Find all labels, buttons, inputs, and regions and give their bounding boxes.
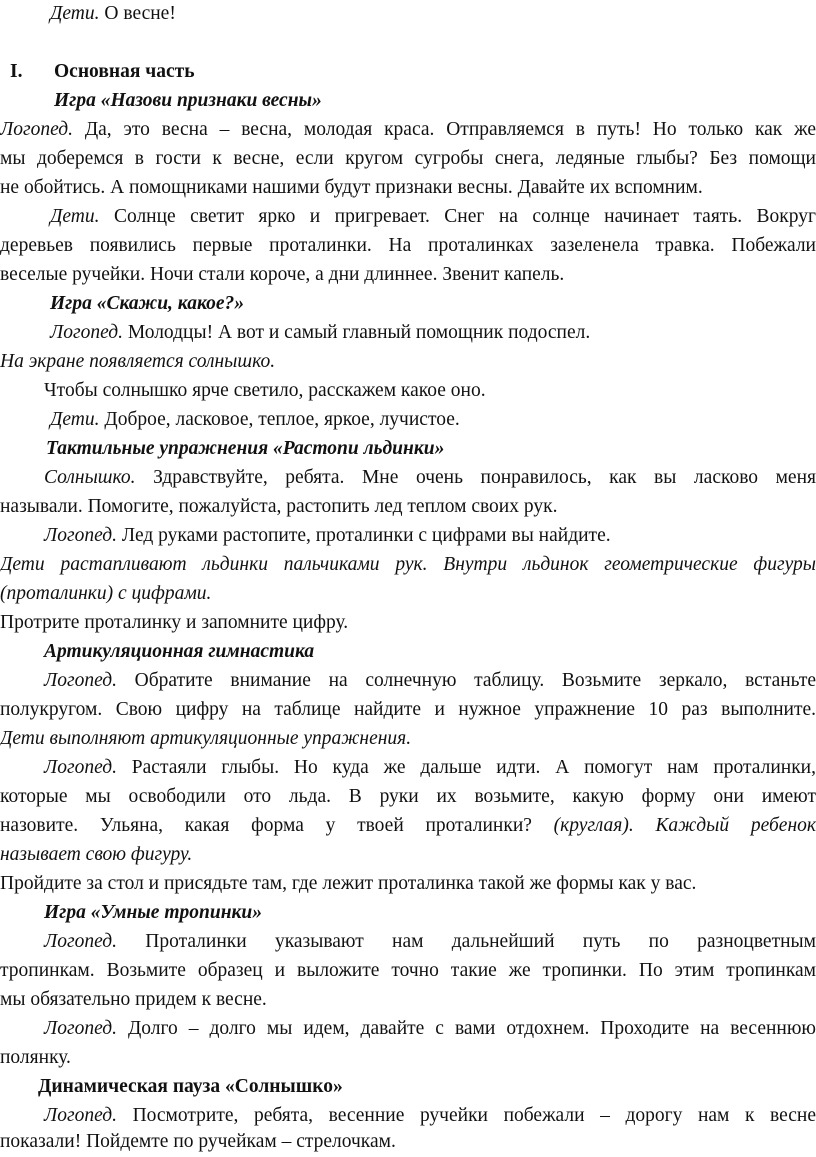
stage-direction: называет свою фигуру. (0, 844, 193, 865)
section-heading: Динамическая пауза «Солнышко» (38, 1076, 343, 1097)
game-title: Тактильные упражнения «Растопи льдинки» (46, 438, 445, 459)
speaker-label: Логопед. (44, 757, 117, 778)
stage-direction: (проталинки) с цифрами. (0, 583, 212, 604)
line-text: Посмотрите, ребята, весенние ручейки побежали – дорогу нам к весне (116, 1105, 816, 1126)
paragraph-line (0, 203, 816, 231)
paragraph-line: деревьев появились первые проталинки. На проталинках зазеленела травка. Побежали (0, 235, 816, 256)
line-text: Солнце светит ярко и пригревает. Снег на солнце начинает таять. Вокруг (99, 206, 816, 227)
stage-direction: (круглая). Каждый ребенок (553, 815, 816, 836)
paragraph-line (0, 406, 816, 434)
line-text: Да, это весна – весна, молодая краса. Отправляемся в путь! Но только как же (72, 119, 816, 140)
paragraph-line: Протрите проталинку и запомните цифру. (0, 612, 349, 633)
game-title: Артикуляционная гимнастика (44, 641, 315, 662)
stage-direction: Дети выполняют артикуляционные упражнения. (0, 728, 412, 749)
paragraph-line: полянку. (0, 1047, 71, 1068)
speaker-label: Логопед. (44, 931, 117, 952)
paragraph-line: мы обязательно придем к весне. (0, 989, 267, 1010)
line-text: Растаяли глыбы. Но куда же дальше идти. А помогут нам проталинки, (116, 757, 816, 778)
line-text: Долго – долго мы идем, давайте с вами отдохнем. Проходите на весеннюю (116, 1018, 816, 1039)
speaker-label: Логопед. (44, 1018, 117, 1039)
paragraph-line: которые мы освободили ото льда. В руки их возьмите, какую форму они имеют (0, 786, 816, 807)
paragraph-line (0, 116, 816, 144)
paragraph-line: Чтобы солнышко ярче светило, расскажем какое оно. (44, 380, 486, 401)
section-numeral: I. (10, 61, 23, 82)
paragraph-line (0, 928, 816, 956)
paragraph-line (0, 1102, 816, 1130)
line-text: Проталинки указывают нам дальнейший путь по разноцветным (116, 931, 816, 952)
game-title: Игра «Умные тропинки» (44, 902, 262, 923)
speaker-label: Логопед. (0, 119, 73, 140)
line-text: Доброе, ласковое, теплое, яркое, лучистое. (99, 409, 460, 430)
speaker-label: Логопед. (44, 1105, 117, 1126)
line-text: Лед руками растопите, проталинки с цифрами вы найдите. (116, 525, 611, 546)
paragraph-line: мы доберемся в гости к весне, если кругом сугробы снега, ледяные глыбы? Без помощи (0, 148, 816, 169)
paragraph-line: веселые ручейки. Ночи стали короче, а дни длиннее. Звенит капель. (0, 264, 565, 285)
game-title: Игра «Скажи, какое?» (50, 293, 245, 314)
section-heading (0, 58, 816, 86)
paragraph-line: полукругом. Свою цифру на таблице найдите и нужное упражнение 10 раз выполните. (0, 699, 816, 720)
paragraph-line: не обойтись. А помощниками нашими будут признаки весны. Давайте их вспомним. (0, 177, 703, 198)
paragraph-line (0, 754, 816, 782)
paragraph-line: тропинкам. Возьмите образец и выложите точно такие же тропинки. По этим тропинкам (0, 960, 816, 981)
line-text: Здравствуйте, ребята. Мне очень понравилось, как вы ласково меня (135, 467, 816, 488)
speaker-label: Дети. (50, 409, 100, 430)
paragraph-line: показали! Пойдемте по ручейкам – стрелочкам. (0, 1131, 396, 1152)
paragraph-line (0, 319, 816, 347)
line-text: Молодцы! А вот и самый главный помощник подоспел. (122, 322, 591, 343)
line-text: Обратите внимание на солнечную таблицу. Возьмите зеркало, встаньте (116, 670, 816, 691)
speaker-label: Логопед. (44, 670, 117, 691)
paragraph-line: называли. Помогите, пожалуйста, растопить лед теплом своих рук. (0, 496, 558, 517)
paragraph-line: Пройдите за стол и присядьте там, где лежит проталинка такой же формы как у вас. (0, 873, 697, 894)
section-heading-text: Основная часть (54, 61, 195, 82)
paragraph-line (0, 1015, 816, 1043)
speaker-label: Дети. (50, 3, 100, 24)
line-text: О весне! (99, 3, 176, 24)
line-text: назовите. Ульяна, какая форма у твоей проталинки? (0, 815, 554, 836)
stage-direction: Дети растапливают льдинки пальчиками рук. Внутри льдинок геометрические фигуры (0, 554, 816, 575)
paragraph-line (0, 522, 816, 550)
speaker-label: Солнышко. (44, 467, 136, 488)
stage-direction: На экране появляется солнышко. (0, 351, 276, 372)
paragraph-line (0, 812, 816, 840)
speaker-label: Дети. (50, 206, 100, 227)
paragraph-line (0, 0, 816, 28)
speaker-label: Логопед. (50, 322, 123, 343)
speaker-label: Логопед. (44, 525, 117, 546)
game-title: Игра «Назови признаки весны» (54, 90, 322, 111)
paragraph-line (0, 464, 816, 492)
paragraph-line (0, 667, 816, 695)
